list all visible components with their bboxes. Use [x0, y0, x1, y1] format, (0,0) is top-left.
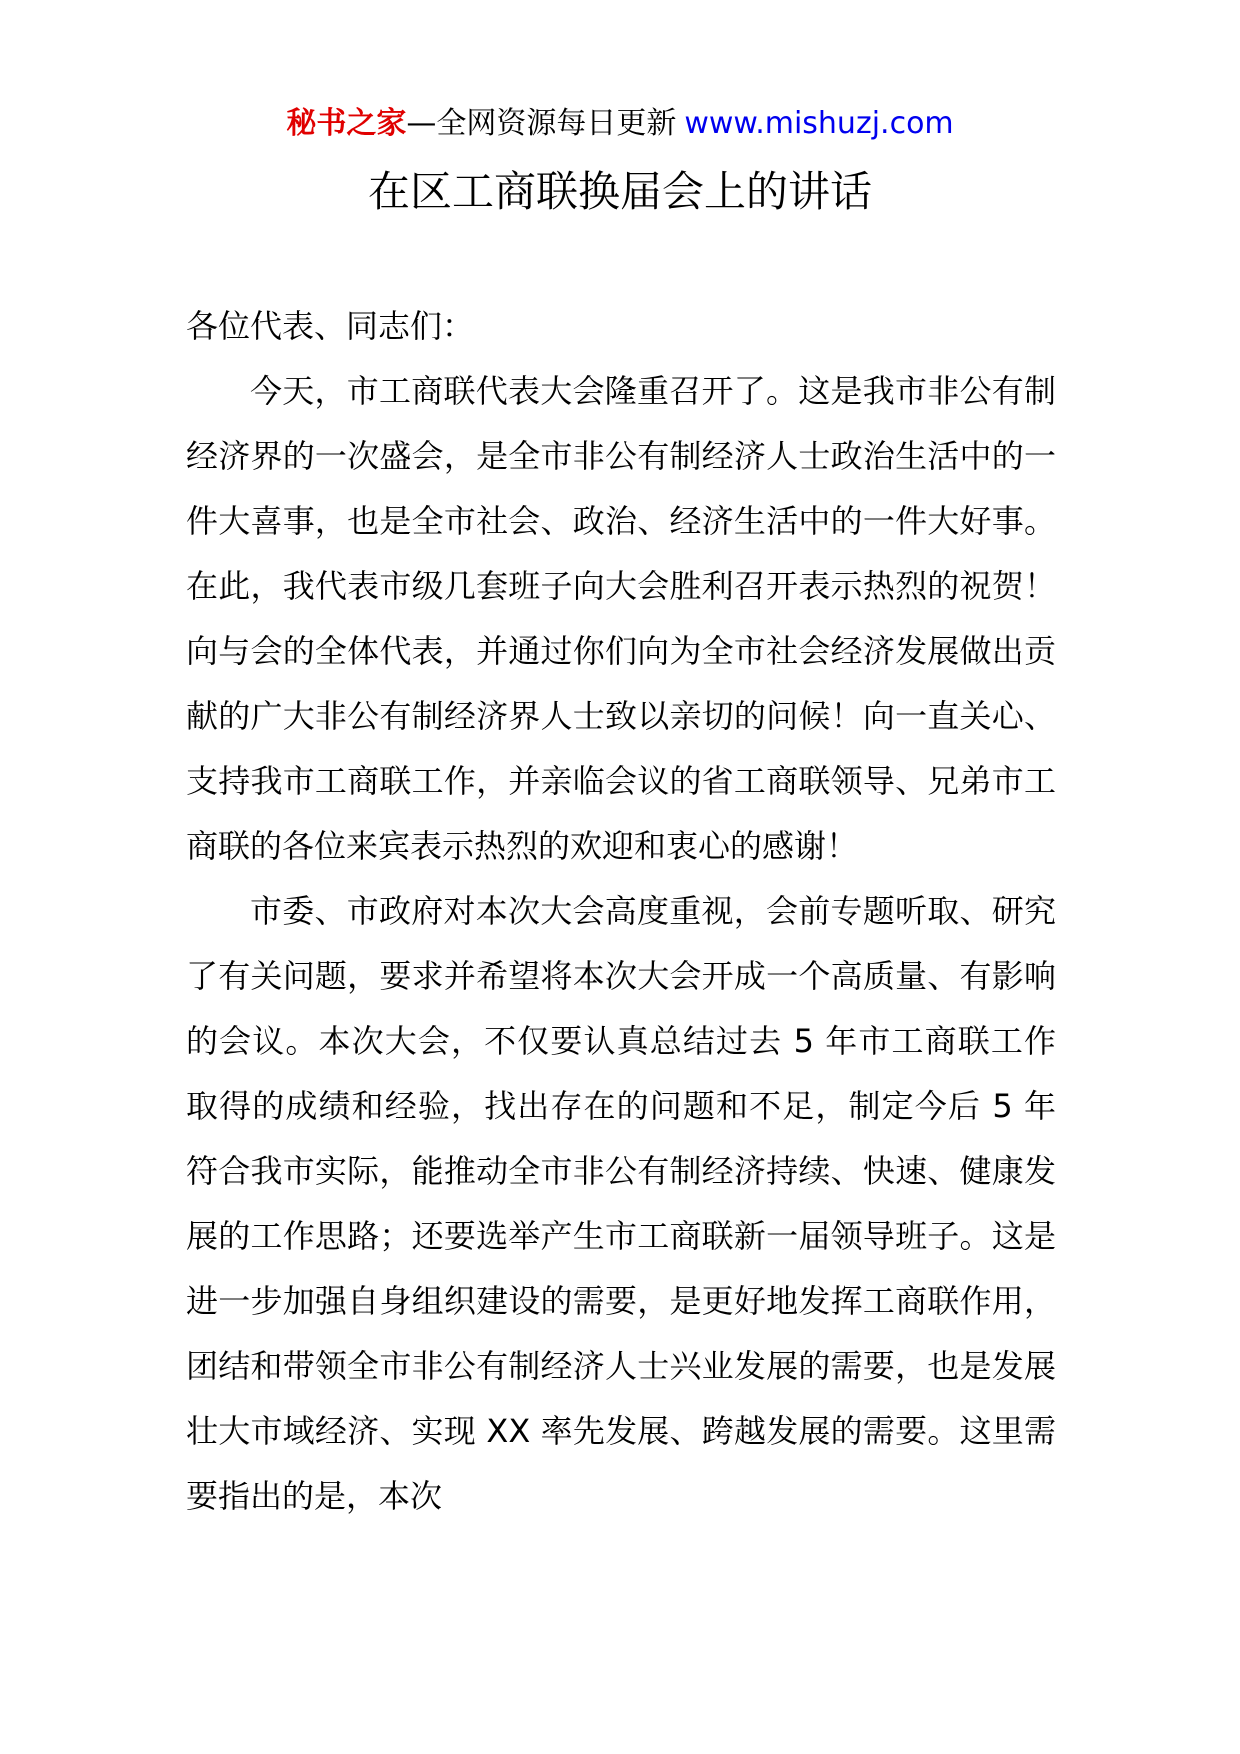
document-title: 在区工商联换届会上的讲话 [367, 167, 872, 216]
brand-name: 秘书之家 [286, 106, 407, 141]
salutation: 各位代表、同志们： [186, 307, 475, 345]
body-paragraph: 今天，市工商联代表大会隆重召开了。这是我市非公有制经济界的一次盛会，是全市非公有制经济人士政治生活中的一件大喜事，也是全市社会、政治、经济生活中的一件大好事。在此，我代表市级几套班子向大会胜利召开表示热烈的祝贺！向与会的全体代表，并通过你们向为全市社会经济发展做出贡献的广大非公有制经济界人士致以亲切的问候！向一直关心、支持我市工商联工作，并亲临会议的省工商联领导、兄弟市工商联的各位来宾表示热烈的欢迎和衷心的感谢！ [186, 372, 1056, 865]
site-header [0, 104, 1240, 144]
document-body [186, 294, 1056, 1529]
body-paragraph: 市委、市政府对本次大会高度重视，会前专题听取、研究了有关问题，要求并希望将本次大会开成一个高质量、有影响的会议。本次大会，不仅要认真总结过去 5 年市工商联工作取得的成绩和经验，找出存在的问题和不足，制定今后 5 年符合我市实际，能推动全市非公有制经济持续、快速、健康发展的工作思路；还要选举产生市工商联新一届领导班子。这是进一步加强自身组织建设的需要，是更好地发挥工商联作用，团结和带领全市非公有制经济人士兴业发展的需要，也是发展壮大市域经济、实现 XX 率先发展、跨越发展的需要。这里需要指出的是，本次 [186, 892, 1056, 1515]
site-url-link[interactable]: www.mishuzj.com [684, 106, 954, 141]
header-slogan: —全网资源每日更新 [406, 106, 677, 141]
